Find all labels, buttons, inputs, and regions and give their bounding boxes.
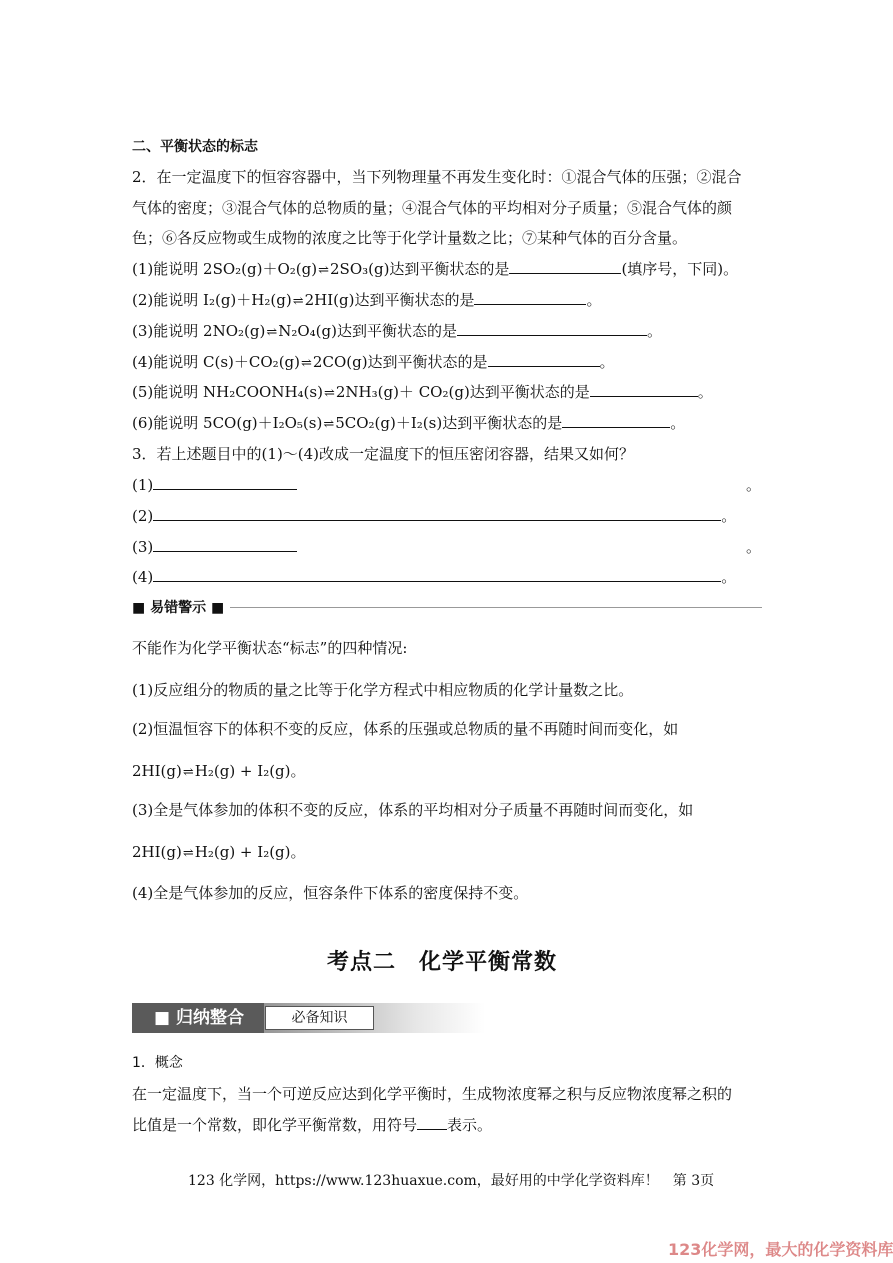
item-label: (1)能说明: [132, 260, 199, 278]
equilibrium-arrow-icon: ⇌: [182, 765, 194, 780]
answer-end: 。: [746, 538, 762, 556]
item-end: 。: [586, 291, 602, 309]
answer-end: 。: [721, 568, 737, 586]
q2-line-2: 气体的密度；③混合气体的总物质的量；④混合气体的平均相对分子质量；⑤混合气体的颜: [132, 199, 733, 217]
equation-left: 2HI(g): [132, 843, 182, 861]
q3-answer-4: [132, 567, 736, 587]
q2-item-4: [132, 352, 615, 374]
answer-blank[interactable]: [153, 567, 721, 582]
item-suffix: (填序号，下同)。: [621, 260, 739, 278]
equation-right: N₂O₄(g)达到平衡状态的是: [278, 322, 457, 340]
site-watermark: 123化学网，最大的化学资料库: [668, 1240, 893, 1259]
item-label: (4)能说明: [132, 353, 199, 371]
warning-point-1: (1)反应组分的物质的量之比等于化学方程式中相应物质的化学计量数之比。: [132, 681, 634, 699]
item-label: (2)能说明: [132, 291, 199, 309]
warning-point-2-equation: [132, 761, 306, 783]
answer-end: 。: [746, 476, 762, 494]
answer-blank[interactable]: [457, 321, 647, 336]
q2-item-2: [132, 290, 601, 312]
warning-point-2: (2)恒温恒容下的体积不变的反应，体系的压强或总物质的量不再随时间而变化，如: [132, 720, 679, 738]
answer-label: (1): [132, 476, 154, 494]
equation-left: NH₂COONH₄(s): [203, 383, 323, 401]
q3-answer-1: [132, 475, 772, 495]
q2-item-1: [132, 259, 738, 281]
equilibrium-arrow-icon: ⇌: [182, 846, 194, 861]
q2-item-3: [132, 321, 662, 343]
equilibrium-arrow-icon: ⇌: [292, 294, 304, 309]
concept-line-2: [132, 1115, 492, 1135]
q2-item-6: [132, 413, 685, 435]
answer-blank[interactable]: [509, 259, 621, 274]
warning-point-3: (3)全是气体参加的体积不变的反应，体系的平均相对分子质量不再随时间而变化，如: [132, 801, 694, 819]
equilibrium-arrow-icon: ⇌: [323, 386, 335, 401]
equation-left: I₂(g)＋H₂(g): [203, 291, 292, 309]
q2-line-1: 2．在一定温度下的恒容容器中，当下列物理量不再发生变化时：①混合气体的压强；②混合: [132, 168, 742, 186]
equilibrium-arrow-icon: ⇌: [323, 417, 335, 432]
band-label-light: 必备知识: [265, 1006, 374, 1030]
equilibrium-arrow-icon: ⇌: [318, 263, 329, 278]
equation-left: 2NO₂(g): [203, 322, 266, 340]
equation-left: 2SO₂(g)＋O₂(g): [203, 260, 318, 278]
q3-answer-2: [132, 506, 736, 526]
item-end: 。: [670, 414, 686, 432]
equation-right: 2CO(g)达到平衡状态的是: [312, 353, 488, 371]
concept-heading: 1．概念: [132, 1055, 183, 1071]
item-end: 。: [647, 322, 663, 340]
warning-header: [132, 597, 762, 617]
q2-line-3: 色；⑥各反应物或生成物的浓度之比等于化学计量数之比；⑦某种气体的百分含量。: [132, 229, 688, 247]
section-title: 考点二 化学平衡常数: [327, 950, 558, 975]
answer-label: (4): [132, 568, 154, 586]
equilibrium-arrow-icon: ⇌: [266, 325, 278, 340]
answer-blank[interactable]: [417, 1115, 447, 1130]
concept-line-1: 在一定温度下，当一个可逆反应达到化学平衡时，生成物浓度幂之积与反应物浓度幂之积的: [132, 1085, 733, 1103]
equation-right: 2NH₃(g)＋ CO₂(g)达到平衡状态的是: [335, 383, 590, 401]
answer-blank[interactable]: [488, 352, 600, 367]
answer-end: 。: [721, 507, 737, 525]
page-footer: 123 化学网，https://www.123huaxue.com，最好用的中学化学资料库！ 第 3页: [188, 1173, 715, 1189]
answer-label: (3): [132, 538, 154, 556]
equation-right: H₂(g) + I₂(g)。: [194, 843, 306, 861]
equilibrium-arrow-icon: ⇌: [301, 356, 312, 371]
equation-left: 5CO(g)＋I₂O₅(s): [203, 414, 323, 432]
answer-label: (2): [132, 507, 154, 525]
item-label: (6)能说明: [132, 414, 199, 432]
equation-right: 2HI(g)达到平衡状态的是: [304, 291, 475, 309]
warning-divider: [230, 607, 762, 608]
answer-blank[interactable]: [562, 413, 670, 428]
section-heading: 二、平衡状态的标志: [132, 139, 258, 155]
equation-right: H₂(g) + I₂(g)。: [194, 762, 306, 780]
equation-right: 5CO₂(g)＋I₂(s)达到平衡状态的是: [335, 414, 563, 432]
answer-blank[interactable]: [153, 506, 721, 521]
answer-blank[interactable]: [474, 290, 586, 305]
warning-point-4: (4)全是气体参加的反应，恒容条件下体系的密度保持不变。: [132, 884, 529, 902]
equation-left: C(s)＋CO₂(g): [203, 353, 301, 371]
warning-point-3-equation: [132, 842, 306, 864]
answer-blank[interactable]: [153, 537, 297, 552]
item-end: 。: [599, 353, 615, 371]
q3-answer-3: [132, 537, 772, 557]
warning-intro: 不能作为化学平衡状态“标志”的四种情况:: [132, 639, 408, 657]
concept-text-b: 表示。: [447, 1116, 493, 1134]
answer-blank[interactable]: [153, 475, 297, 490]
warning-label: ■ 易错警示 ■: [132, 600, 225, 616]
answer-blank[interactable]: [590, 382, 698, 397]
item-end: 。: [697, 383, 713, 401]
q3-text: 3．若上述题目中的(1)～(4)改成一定温度下的恒压密闭容器，结果又如何？: [132, 445, 635, 463]
item-label: (5)能说明: [132, 383, 199, 401]
equation-left: 2HI(g): [132, 762, 182, 780]
band-label-dark: ■ 归纳整合: [132, 1003, 264, 1033]
q2-item-5: [132, 382, 713, 404]
item-label: (3)能说明: [132, 322, 199, 340]
concept-text-a: 比值是一个常数，即化学平衡常数，用符号: [132, 1116, 418, 1134]
equation-right: 2SO₃(g)达到平衡状态的是: [330, 260, 510, 278]
summary-band: [132, 1003, 485, 1033]
